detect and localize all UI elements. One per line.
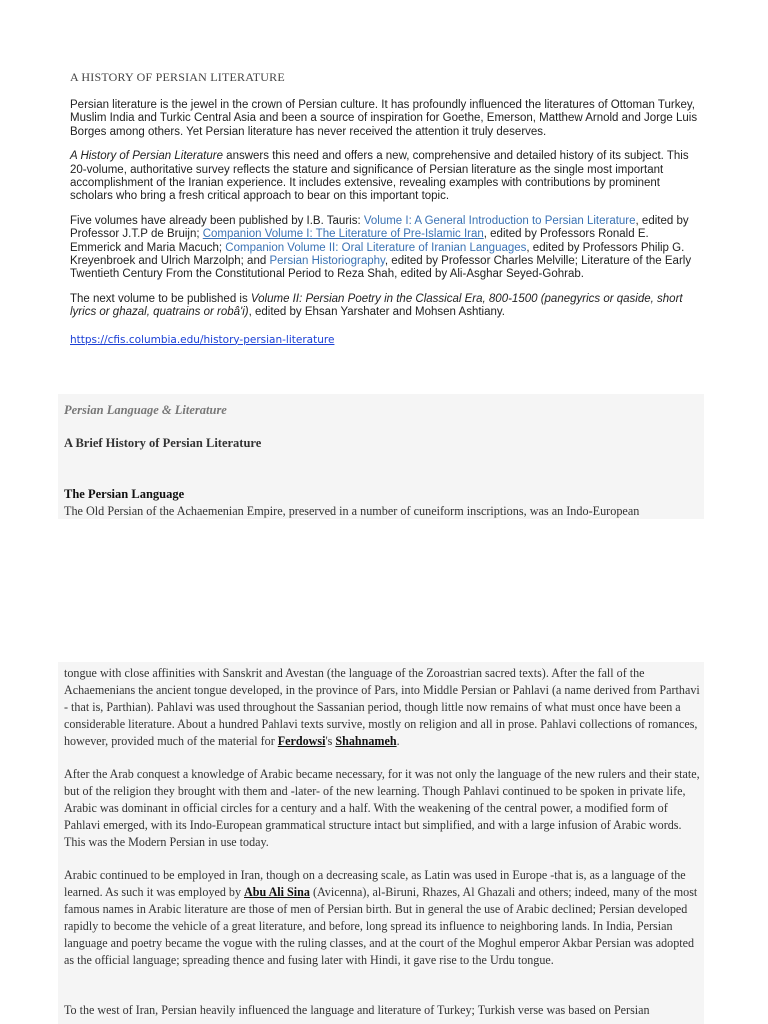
- continued-paragraph-3: Arabic continued to be employed in Iran, though on a decreasing scale, as Latin was used in Europe -that is, as a language of the learned. As such it was employed by Abu Ali Sina (Avicenna), al-Biruni, Rhazes, Al Ghazali and others; indeed, many of the most famous names in Arabic literature are those of men of Persian birth. But in general the use of Arabic declined; Persian developed rapidly to become the vehicle of a great literature, and before, long spread its influence to neighboring lands. In India, Persian language and poetry became the vogue with the ruling classes, and at the court of the Moghul emperor Akbar Persian was adopted as the official language; spreading thence and fusing later with Hindi, it gave rise to the Urdu tongue.: [64, 868, 698, 967]
- ferdowsi-link[interactable]: Ferdowsi: [277, 733, 326, 748]
- intro-paragraph-1: Persian literature is the jewel in the crown of Persian culture. It has profoundly influenced the literatures of Ottoman Turkey, Muslim India and Turkic Central Asia and been a source of inspiration for Goethe, Emerson, Matthew Arnold and Jorge Luis Borges among others. Yet Persian literature has never received the attention it truly deserves.: [70, 99, 698, 138]
- continued-paragraph-1: tongue with close affinities with Sanskrit and Avestan (the language of the Zoroastrian sacred texts). After the fall of the Achaemenians the ancient tongue developed, in the province of Pars, into Middle Persian or Pahlavi (a name derived from Parthavi - that is, Parthian). Pahlavi was used throughout the Sassanian period, though little now remains of what must once have been a considerable literature. About a hundred Pahlavi texts survive, mostly on religion and all in prose. Pahlavi collections of romances, however, provided much of the material for Ferdowsi's Shahnameh.: [64, 666, 700, 748]
- continued-paragraph-4: To the west of Iran, Persian heavily influenced the language and literature of Turkey; Turkish verse was based on Persian: [64, 1003, 650, 1017]
- url-paragraph: [70, 334, 698, 347]
- companion-volume-2-link[interactable]: Companion Volume II: Oral Literature of Iranian Languages: [225, 241, 527, 254]
- document-title: A HISTORY OF PERSIAN LITERATURE: [70, 70, 285, 84]
- intro-section: [70, 70, 698, 358]
- article-card-continued: [58, 662, 704, 1024]
- volume-1-link[interactable]: Volume I: A General Introduction to Persian Literature: [363, 214, 636, 227]
- cfis-url-link[interactable]: https://cfis.columbia.edu/history-persian-literature: [70, 333, 335, 346]
- intro-paragraph-4: The next volume to be published is Volume II: Persian Poetry in the Classical Era, 800-1500 (panegyrics or qaside, short lyrics or ghazal, quatrains or robâ'i), edited by Ehsan Yarshater and Mohsen Ashtiany.: [70, 292, 683, 319]
- first-line: The Old Persian of the Achaemenian Empire, preserved in a number of cuneiform inscriptions, was an Indo-European: [64, 504, 640, 518]
- intro-paragraph-3: Five volumes have already been published by I.B. Tauris: Volume I: A General Introduction to Persian Literature, edited by Professor J.T.P de Bruijn; Companion Volume I: The Literature of Pre-Islamic Iran, edited by Professors Ronald E. Emmerick and Maria Macuch; Companion Volume II: Oral Literature of Iranian Languages, edited by Professors Philip G. Kreyenbroek and Ulrich Marzolph; and Persian Historiography, edited by Professor Charles Melville; Literature of the Early Twentieth Century From the Constitutional Period to Reza Shah, edited by Ali-Asghar Seyed-Gohrab.: [70, 214, 692, 281]
- article-title: A Brief History of Persian Literature: [64, 436, 262, 450]
- abu-ali-sina-link[interactable]: Abu Ali Sina: [244, 884, 310, 899]
- persian-historiography-link[interactable]: Persian Historiography: [269, 255, 385, 268]
- category-label: Persian Language & Literature: [64, 403, 227, 417]
- section-heading: The Persian Language: [64, 487, 185, 501]
- companion-volume-1-link[interactable]: Companion Volume I: The Literature of Pre-Islamic Iran: [202, 228, 484, 241]
- shahnameh-link[interactable]: Shahnameh: [335, 733, 397, 748]
- book-title: A History of Persian Literature: [70, 150, 223, 163]
- article-card-top: [58, 394, 704, 519]
- intro-paragraph-2: A History of Persian Literature answers this need and offers a new, comprehensive and detailed history of its subject. This 20-volume, authoritative survey reflects the stature and significance of Persian literature as the single most important accomplishment of the Iranian experience. It includes extensive, revealing examples with contributions by prominent scholars who bring a fresh critical approach to bear on this important topic.: [70, 150, 689, 203]
- continued-paragraph-2: After the Arab conquest a knowledge of Arabic became necessary, for it was not only the language of the new rulers and their state, but of the religion they brought with them and -later- of the new learning. Though Pahlavi continued to be spoken in private life, Arabic was dominant in official circles for a century and a half. With the weakening of the central power, a modified form of Pahlavi emerged, with its Indo-European grammatical structure intact but simplified, and with a large infusion of Arabic words. This was the Modern Persian in use today.: [64, 767, 700, 849]
